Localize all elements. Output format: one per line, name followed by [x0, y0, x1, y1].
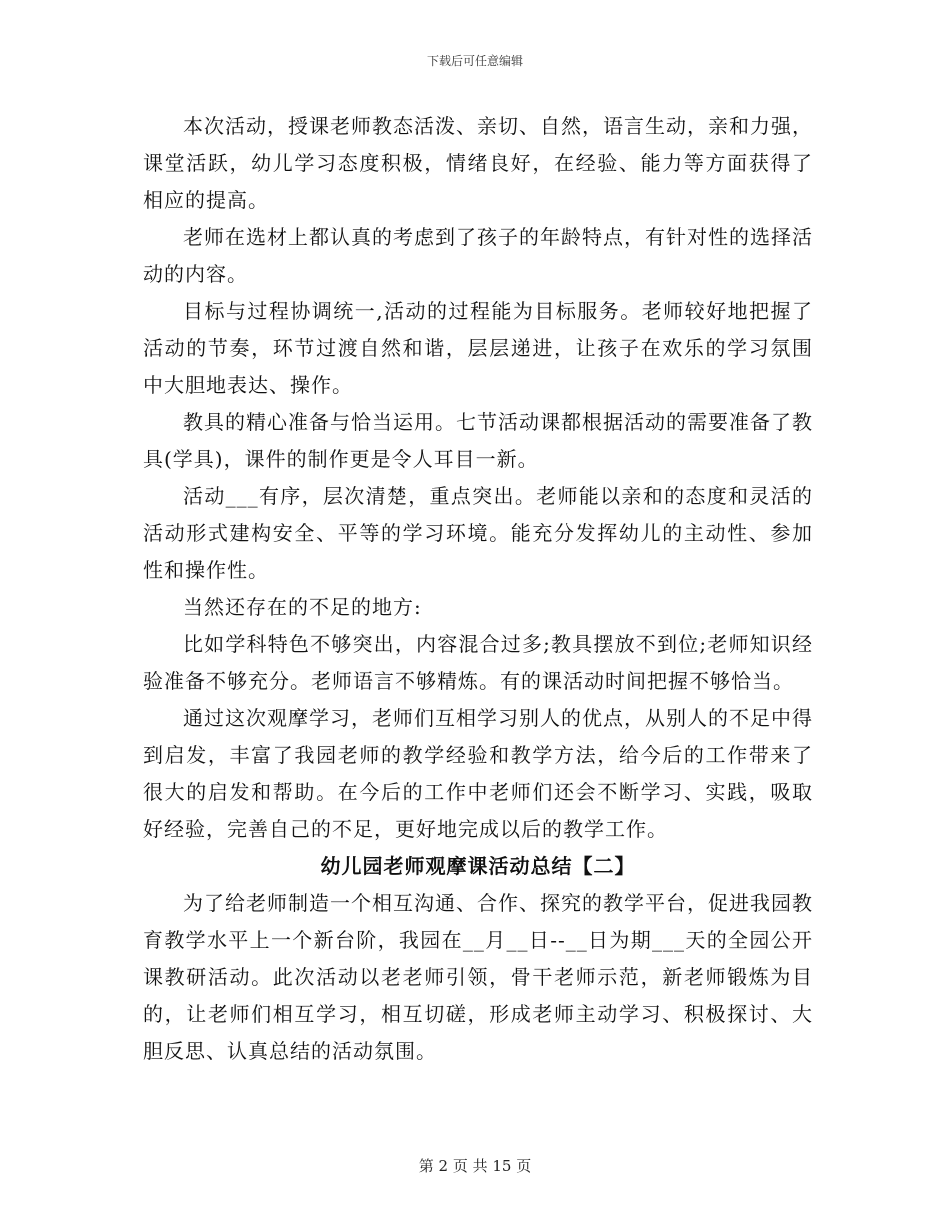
paragraph: 活动___有序，层次清楚，重点突出。老师能以亲和的态度和灵活的活动形式建构安全、平等的学习环境。能充分发挥幼儿的主动性、参加性和操作性。 [143, 484, 813, 582]
paragraph: 当然还存在的不足的地方: [183, 595, 422, 619]
paragraph: 通过这次观摩学习，老师们互相学习别人的优点，从别人的不足中得到启发，丰富了我园老师的教学经验和教学方法，给今后的工作带来了很大的启发和帮助。在今后的工作中老师们还会不断学习、实践，吸取好经验，完善自己的不足，更好地完成以后的教学工作。 [143, 706, 813, 841]
paragraph: 老师在选材上都认真的考虑到了孩子的年龄特点，有针对性的选择活动的内容。 [143, 225, 813, 286]
paragraph: 教具的精心准备与恰当运用。七节活动课都根据活动的需要准备了教具(学具)，课件的制作更是令人耳目一新。 [143, 410, 813, 471]
page-number-footer: 第 2 页 共 15 页 [418, 1157, 532, 1175]
section-title: 幼儿园老师观摩课活动总结【二】 [320, 854, 636, 878]
paragraph: 为了给老师制造一个相互沟通、合作、探究的教学平台，促进我园教育教学水平上一个新台阶，我园在__月__日--__日为期___天的全园公开课教研活动。此次活动以老老师引领，骨干老师示范，新老师锻炼为目的，让老师们相互学习，相互切磋，形成老师主动学习、积极探讨、大胆反思、认真总结的活动氛围。 [143, 891, 813, 1063]
paragraph: 比如学科特色不够突出，内容混合过多;教具摆放不到位;老师知识经验准备不够充分。老师语言不够精炼。有的课活动时间把握不够恰当。 [143, 632, 813, 693]
paragraph: 目标与过程协调统一,活动的过程能为目标服务。老师较好地把握了活动的节奏，环节过渡自然和谐，层层递进，让孩子在欢乐的学习氛围中大胆地表达、操作。 [143, 299, 813, 397]
paragraph: 本次活动，授课老师教态活泼、亲切、自然，语言生动，亲和力强，课堂活跃，幼儿学习态度积极，情绪良好，在经验、能力等方面获得了相应的提高。 [143, 114, 813, 212]
header-note: 下载后可任意编辑 [426, 54, 523, 68]
document-body [143, 108, 813, 1070]
